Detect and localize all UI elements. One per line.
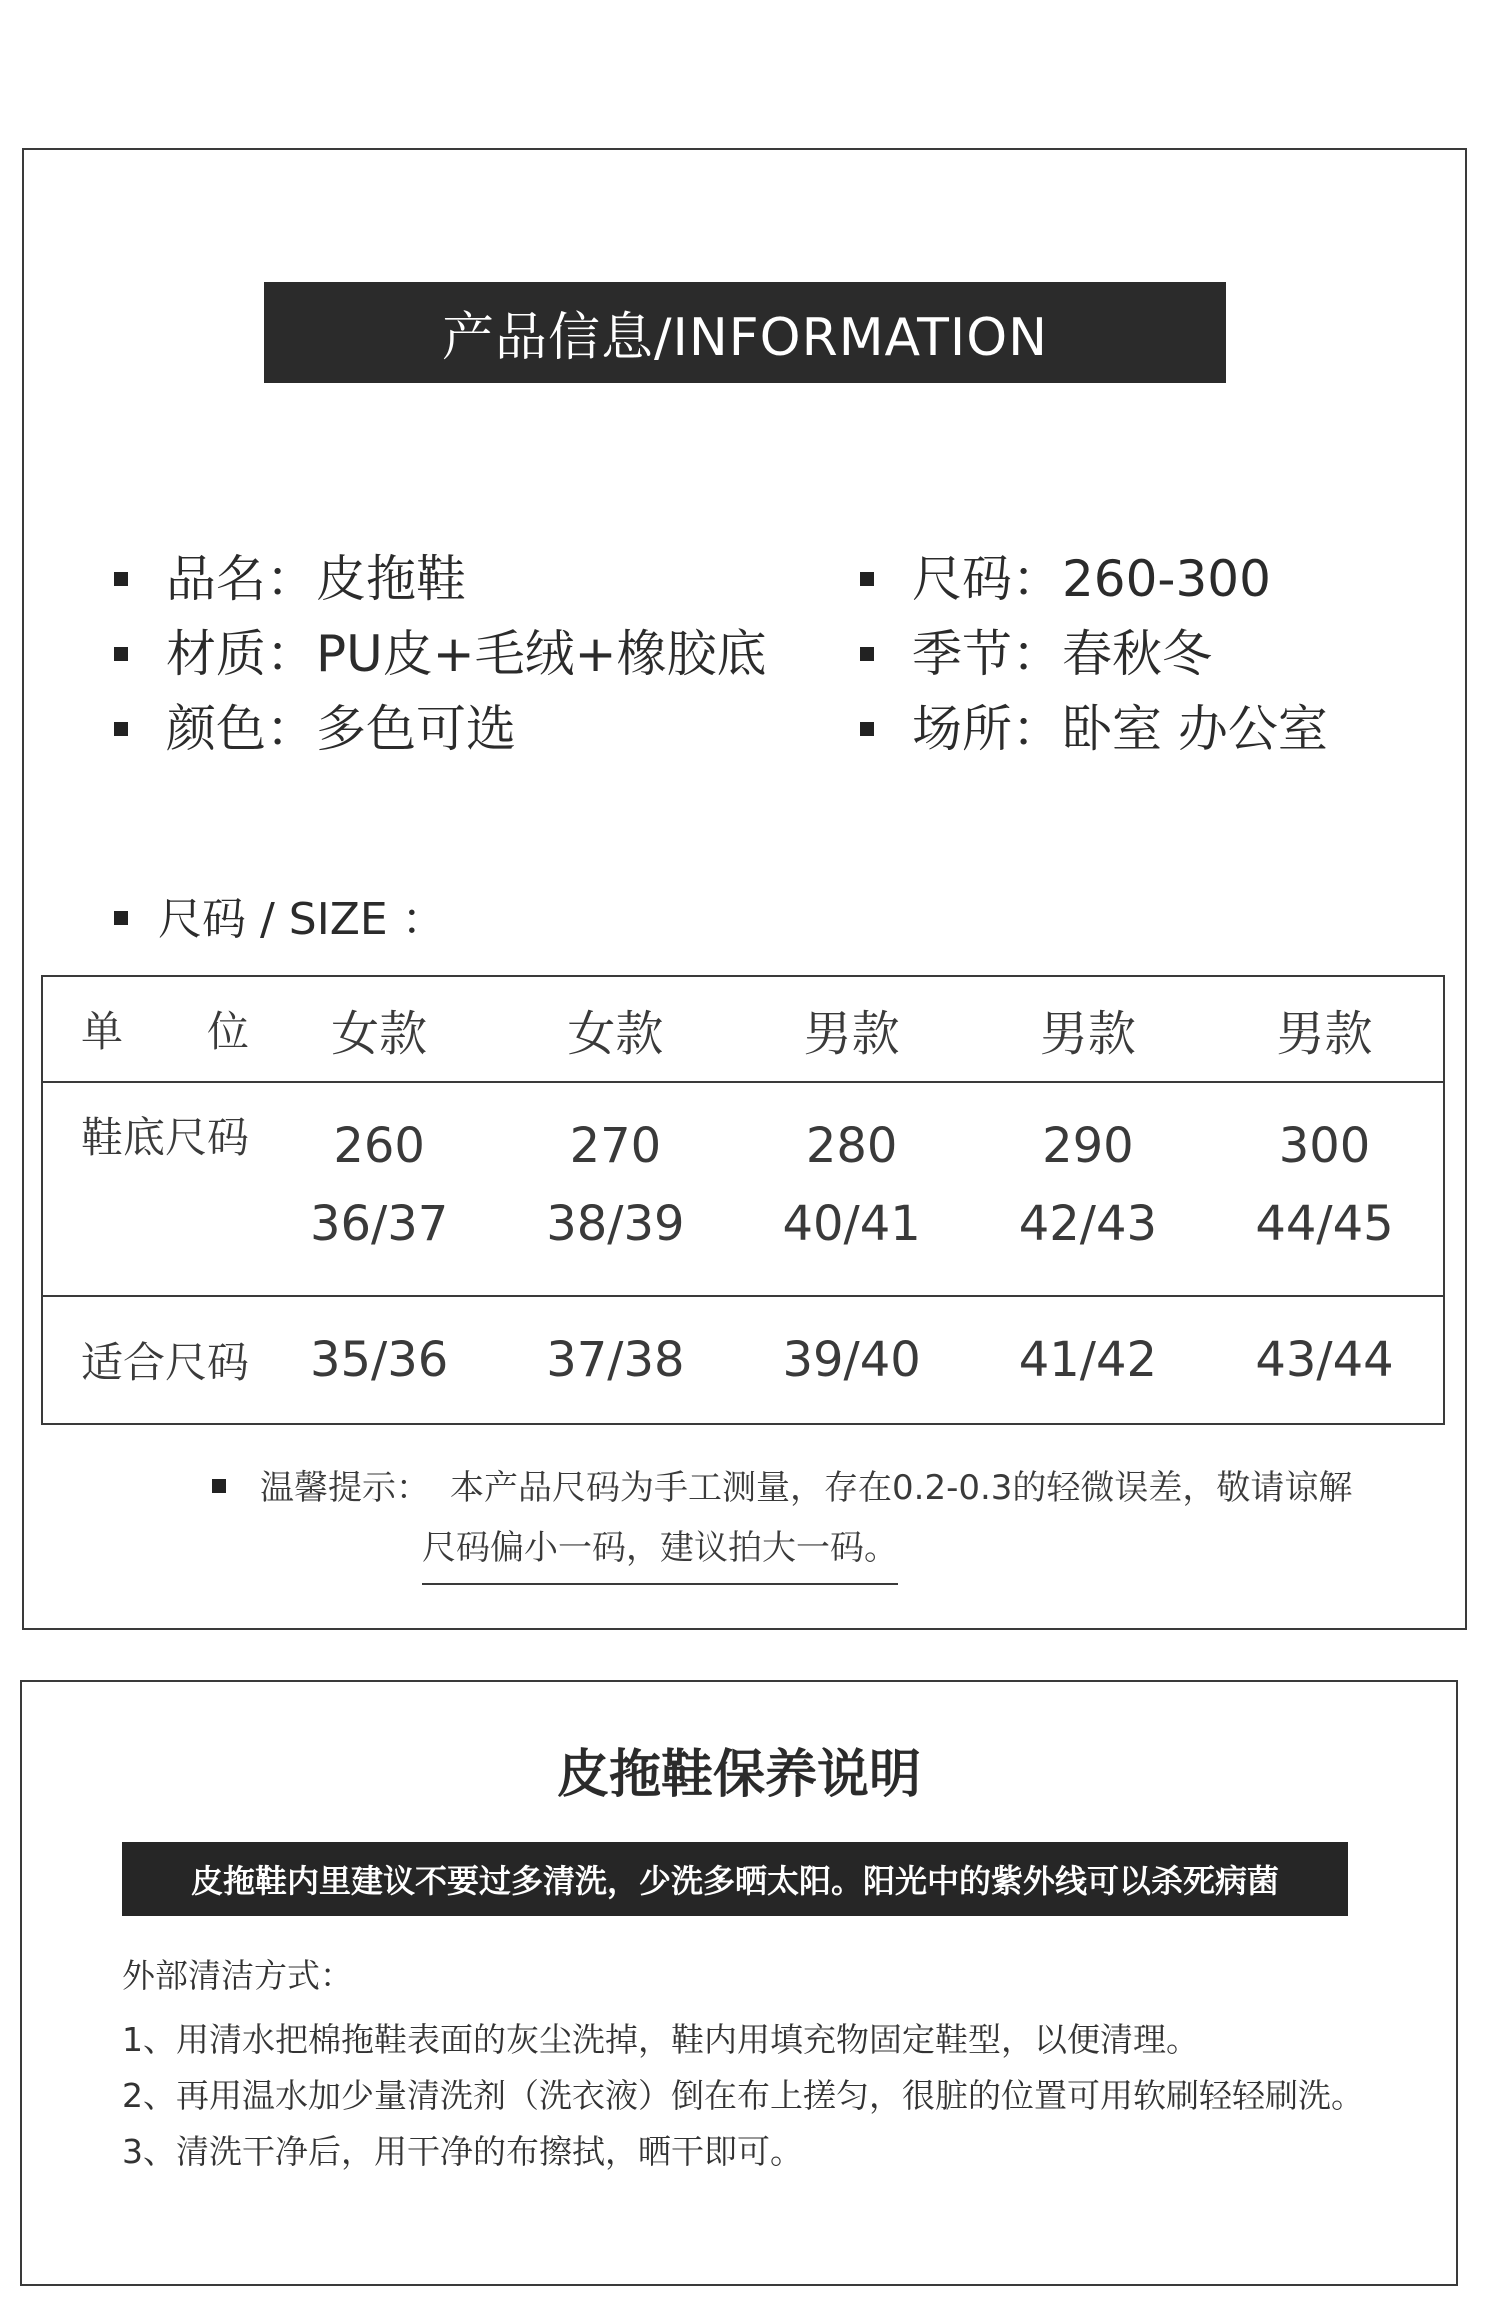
info-separator: ： <box>1012 700 1062 758</box>
table-cell <box>497 1082 733 1296</box>
sole-eu-size: 36/37 <box>309 1196 449 1252</box>
bullet-icon <box>860 647 874 661</box>
table-row-label: 适合尺码 <box>81 1338 250 1387</box>
info-item-size <box>860 544 1271 614</box>
info-title: 产品信息/INFORMATION <box>441 308 1049 368</box>
bullet-icon <box>114 722 128 736</box>
table-cell <box>970 1082 1206 1296</box>
table-cell <box>261 1082 497 1296</box>
sole-size: 300 <box>1278 1118 1371 1174</box>
care-banner-text: 皮拖鞋内里建议不要过多清洗，少洗多晒太阳。阳光中的紫外线可以杀死病菌 <box>190 1862 1279 1900</box>
info-value: PU皮+毛绒+橡胶底 <box>316 625 767 683</box>
table-row-fit-size <box>42 1296 1444 1424</box>
table-header-cell: 男款 <box>970 976 1206 1082</box>
tip-line1: 本产品尺码为手工测量，存在0.2-0.3的轻微误差，敬请谅解 <box>450 1468 1353 1508</box>
bullet-icon <box>860 722 874 736</box>
info-separator: ： <box>266 550 316 608</box>
bullet-icon <box>114 647 128 661</box>
sole-size: 280 <box>805 1118 898 1174</box>
table-header-cell: 单 位 <box>42 976 261 1082</box>
sole-eu-size: 38/39 <box>546 1196 685 1252</box>
sole-eu-size: 44/45 <box>1255 1196 1394 1252</box>
info-separator: ： <box>266 625 316 683</box>
info-separator: ： <box>266 700 316 758</box>
bullet-icon <box>212 1479 226 1493</box>
table-header-cell: 女款 <box>261 976 497 1082</box>
sole-size: 260 <box>333 1118 425 1174</box>
sole-size: 270 <box>569 1118 662 1174</box>
tip-line2: 尺码偏小一码，建议拍大一码。 <box>422 1520 898 1585</box>
sole-eu-size: 40/41 <box>782 1196 921 1252</box>
size-section-label <box>114 890 446 950</box>
info-value: 260-300 <box>1062 550 1271 608</box>
table-cell: 35/36 <box>309 1332 449 1388</box>
table-cell: 39/40 <box>782 1332 921 1388</box>
care-steps <box>122 2012 1364 2180</box>
table-cell <box>734 1082 970 1296</box>
care-step: 3、清洗干净后，用干净的布擦拭，晒干即可。 <box>122 2132 803 2171</box>
warm-tip <box>212 1460 1352 1509</box>
info-label: 尺码 <box>912 550 1012 608</box>
info-label: 材质 <box>166 625 266 683</box>
size-table <box>41 975 1445 1425</box>
info-label: 颜色 <box>166 700 266 758</box>
care-subtitle: 外部清洁方式： <box>122 1956 353 1995</box>
product-info-card <box>22 148 1467 1630</box>
info-label: 场所 <box>912 700 1012 758</box>
info-item-season <box>860 619 1212 689</box>
table-cell: 41/42 <box>1018 1332 1158 1388</box>
info-value: 皮拖鞋 <box>316 550 466 608</box>
info-value: 多色可选 <box>316 700 516 758</box>
table-header-cell: 男款 <box>734 976 970 1082</box>
info-separator: ： <box>1012 550 1062 608</box>
info-item-name <box>114 544 466 614</box>
info-value: 卧室 办公室 <box>1062 700 1328 758</box>
bullet-icon <box>860 572 874 586</box>
info-title-bar <box>264 282 1226 383</box>
table-cell: 43/44 <box>1255 1332 1394 1388</box>
bullet-icon <box>114 572 128 586</box>
table-header-cell: 男款 <box>1206 976 1444 1082</box>
info-separator: ： <box>1012 625 1062 683</box>
bullet-icon <box>114 911 128 925</box>
size-label-text: 尺码 / SIZE ： <box>158 894 446 945</box>
sole-size: 290 <box>1042 1118 1134 1174</box>
info-item-place <box>860 694 1328 764</box>
table-cell <box>1206 1082 1444 1296</box>
care-title: 皮拖鞋保养说明 <box>556 1745 921 1805</box>
care-card <box>20 1680 1458 2286</box>
sole-eu-size: 42/43 <box>1018 1196 1158 1252</box>
table-row-sole-size <box>42 1082 1444 1296</box>
table-row-label: 鞋底尺码 <box>42 1082 261 1296</box>
table-header-row <box>42 976 1444 1082</box>
info-item-material <box>114 619 767 689</box>
care-banner <box>122 1842 1348 1916</box>
info-value: 春秋冬 <box>1062 625 1212 683</box>
info-item-color <box>114 694 516 764</box>
info-label: 季节 <box>912 625 1012 683</box>
info-label: 品名 <box>166 550 266 608</box>
care-step: 2、再用温水加少量清洗剂（洗衣液）倒在布上搓匀，很脏的位置可用软刷轻轻刷洗。 <box>122 2076 1364 2115</box>
care-step: 1、用清水把棉拖鞋表面的灰尘洗掉，鞋内用填充物固定鞋型，以便清理。 <box>122 2020 1199 2059</box>
table-cell: 37/38 <box>546 1332 685 1388</box>
tip-label: 温馨提示： <box>260 1468 430 1508</box>
table-header-cell: 女款 <box>497 976 733 1082</box>
